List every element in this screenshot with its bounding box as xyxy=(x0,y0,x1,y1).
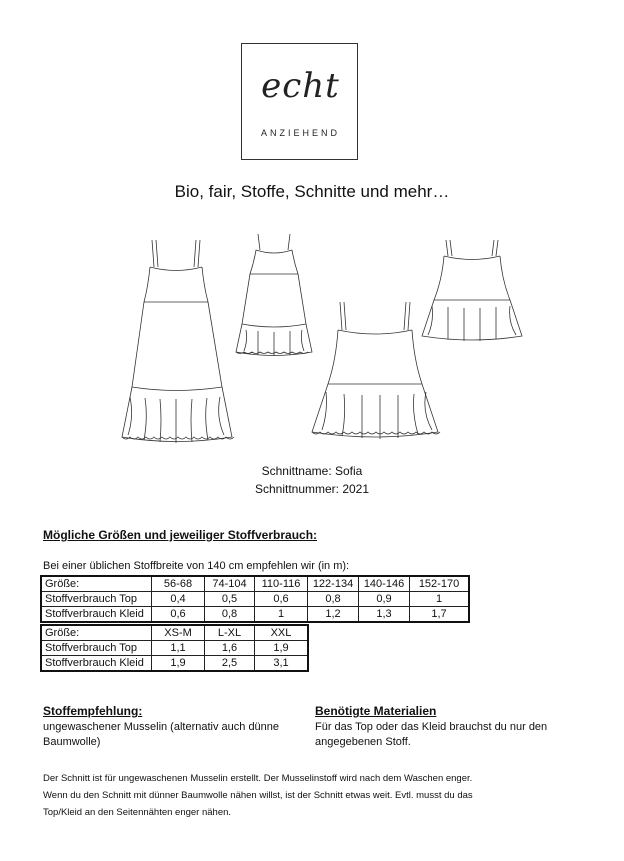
table-cell: 1,9 xyxy=(255,641,309,656)
size-table-children xyxy=(40,575,470,623)
sizes-heading: Mögliche Größen und jeweiliger Stoffverbrauch: xyxy=(43,528,318,542)
size-table-adults xyxy=(40,624,309,672)
logo-script-text: echt xyxy=(261,66,340,106)
table-cell: 0,6 xyxy=(255,592,308,607)
table-row xyxy=(41,656,308,672)
pattern-number: Schnittnummer: 2021 xyxy=(254,482,370,496)
table-cell: 1,1 xyxy=(152,641,205,656)
table-cell: Stoffverbrauch Kleid xyxy=(41,656,152,672)
table-cell: 0,8 xyxy=(308,592,359,607)
long-dress-drawing xyxy=(122,240,234,443)
table-row xyxy=(41,592,469,607)
long-top-drawing xyxy=(312,302,440,439)
table-cell: 1,6 xyxy=(205,641,255,656)
table-cell: 0,4 xyxy=(152,592,205,607)
materials-text: Für das Top oder das Kleid brauchst du nur den angegebenen Stoff. xyxy=(315,721,548,748)
short-top-drawing xyxy=(422,240,522,341)
table-cell: 2,5 xyxy=(205,656,255,672)
table-cell: XS-M xyxy=(152,625,205,641)
table-cell: XXL xyxy=(255,625,309,641)
footer-line: Wenn du den Schnitt mit dünner Baumwolle nähen willst, ist der Schnitt etwas weit. Evtl. musst du das xyxy=(43,790,473,801)
table-row xyxy=(41,607,469,623)
table-row xyxy=(41,641,308,656)
table-cell: Größe: xyxy=(41,576,152,592)
table-cell: 140-146 xyxy=(359,576,410,592)
table-cell: 110-116 xyxy=(255,576,308,592)
footer-line: Der Schnitt ist für ungewaschenen Musselin erstellt. Der Musselinstoff wird nach dem Waschen enger. xyxy=(43,773,473,784)
table-cell: 1 xyxy=(410,592,470,607)
table-cell: Größe: xyxy=(41,625,152,641)
table-cell: Stoffverbrauch Top xyxy=(41,592,152,607)
table-cell: 56-68 xyxy=(152,576,205,592)
tagline: Bio, fair, Stoffe, Schnitte und mehr… xyxy=(174,182,450,201)
table-cell: 1,7 xyxy=(410,607,470,623)
table-cell: 0,5 xyxy=(205,592,255,607)
footer-note xyxy=(43,770,583,821)
pattern-name: Schnittname: Sofia xyxy=(261,464,363,478)
fabric-recommendation-heading: Stoffempfehlung: xyxy=(43,704,143,718)
table-cell: 0,9 xyxy=(359,592,410,607)
table-row xyxy=(41,576,469,592)
sizes-note: Bei einer üblichen Stoffbreite von 140 cm empfehlen wir (in m): xyxy=(43,560,350,572)
table-cell: 1,9 xyxy=(152,656,205,672)
materials-heading: Benötigte Materialien xyxy=(315,704,437,718)
table-cell: 0,6 xyxy=(152,607,205,623)
table-cell: 152-170 xyxy=(410,576,470,592)
table-cell: 0,8 xyxy=(205,607,255,623)
table-cell: L-XL xyxy=(205,625,255,641)
logo-subtitle: ANZIEHEND xyxy=(260,128,340,138)
brand-logo xyxy=(241,43,358,160)
short-dress-drawing xyxy=(236,234,312,356)
table-cell: 1,2 xyxy=(308,607,359,623)
table-cell: 74-104 xyxy=(205,576,255,592)
table-cell: Stoffverbrauch Kleid xyxy=(41,607,152,623)
garment-illustrations xyxy=(100,232,530,457)
table-cell: 122-134 xyxy=(308,576,359,592)
table-cell: 1,3 xyxy=(359,607,410,623)
fabric-recommendation-text: ungewaschener Musselin (alternativ auch dünne Baumwolle) xyxy=(43,721,280,748)
footer-line: Top/Kleid an den Seitennähten enger nähen. xyxy=(43,807,232,818)
table-cell: 3,1 xyxy=(255,656,309,672)
table-cell: Stoffverbrauch Top xyxy=(41,641,152,656)
table-row xyxy=(41,625,308,641)
table-cell: 1 xyxy=(255,607,308,623)
